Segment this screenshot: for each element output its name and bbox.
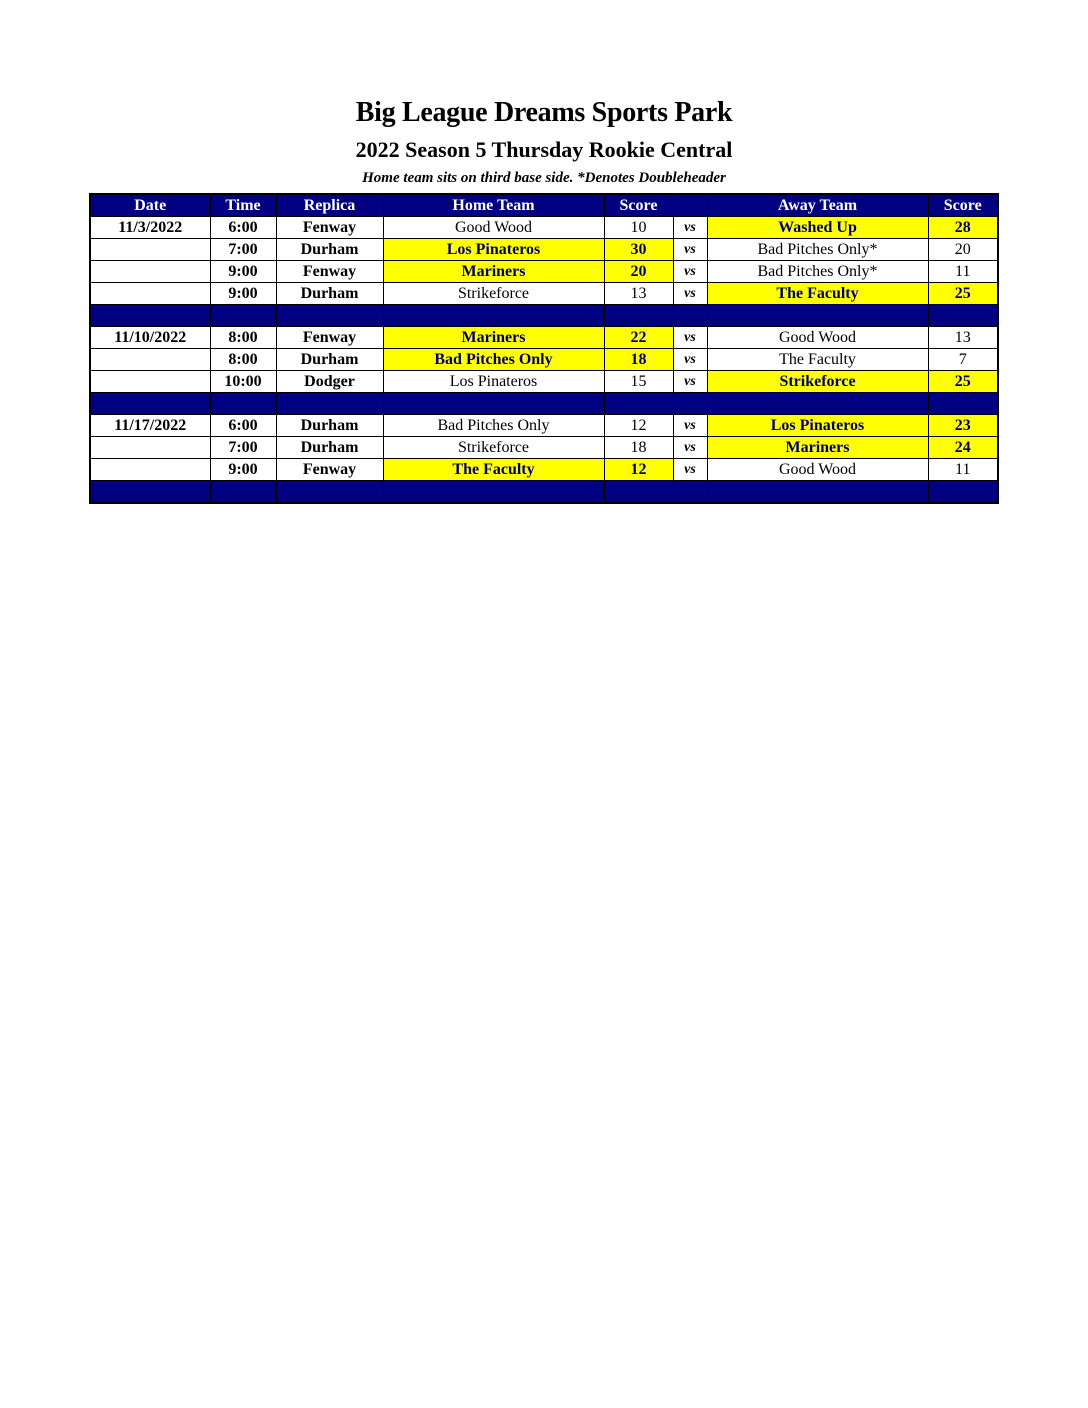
separator-row <box>90 305 998 327</box>
date-cell <box>90 283 210 305</box>
col-header-away-team: Away Team <box>707 194 928 217</box>
away-score-cell: 25 <box>928 371 998 393</box>
date-cell <box>90 437 210 459</box>
replica-cell: Durham <box>276 239 383 261</box>
away-team-cell: Good Wood <box>707 327 928 349</box>
date-cell: 11/17/2022 <box>90 415 210 437</box>
col-header-time: Time <box>210 194 276 217</box>
table-row <box>90 217 998 239</box>
home-score-cell: 10 <box>604 217 673 239</box>
separator-cell <box>604 481 673 504</box>
separator-cell <box>210 393 276 415</box>
table-row <box>90 459 998 481</box>
time-cell: 7:00 <box>210 437 276 459</box>
replica-cell: Fenway <box>276 217 383 239</box>
vs-cell: vs <box>673 283 707 305</box>
home-score-cell: 12 <box>604 415 673 437</box>
away-team-cell: The Faculty <box>707 283 928 305</box>
away-team-cell: Strikeforce <box>707 371 928 393</box>
separator-cell <box>90 393 210 415</box>
separator-cell <box>604 393 673 415</box>
table-row <box>90 371 998 393</box>
replica-cell: Durham <box>276 437 383 459</box>
header-row <box>90 194 998 217</box>
time-cell: 9:00 <box>210 283 276 305</box>
date-cell <box>90 349 210 371</box>
time-cell: 7:00 <box>210 239 276 261</box>
separator-cell <box>276 481 383 504</box>
vs-cell: vs <box>673 239 707 261</box>
away-team-cell: Mariners <box>707 437 928 459</box>
away-score-cell: 13 <box>928 327 998 349</box>
home-team-cell: The Faculty <box>383 459 604 481</box>
away-score-cell: 24 <box>928 437 998 459</box>
away-score-cell: 11 <box>928 459 998 481</box>
schedule-body <box>90 217 998 504</box>
time-cell: 9:00 <box>210 261 276 283</box>
time-cell: 8:00 <box>210 349 276 371</box>
table-row <box>90 327 998 349</box>
time-cell: 6:00 <box>210 415 276 437</box>
time-cell: 10:00 <box>210 371 276 393</box>
away-team-cell: The Faculty <box>707 349 928 371</box>
date-cell: 11/3/2022 <box>90 217 210 239</box>
vs-cell: vs <box>673 437 707 459</box>
date-cell <box>90 261 210 283</box>
time-cell: 6:00 <box>210 217 276 239</box>
separator-cell <box>210 481 276 504</box>
separator-cell <box>604 305 673 327</box>
home-team-cell: Strikeforce <box>383 437 604 459</box>
home-team-cell: Good Wood <box>383 217 604 239</box>
replica-cell: Fenway <box>276 327 383 349</box>
vs-cell: vs <box>673 217 707 239</box>
table-row <box>90 349 998 371</box>
home-team-cell: Los Pinateros <box>383 371 604 393</box>
home-score-cell: 18 <box>604 349 673 371</box>
schedule-note: Home team sits on third base side. *Denotes Doubleheader <box>362 170 726 186</box>
table-row <box>90 239 998 261</box>
home-score-cell: 18 <box>604 437 673 459</box>
replica-cell: Fenway <box>276 459 383 481</box>
separator-row <box>90 393 998 415</box>
col-header-home-score: Score <box>604 194 673 217</box>
table-row <box>90 415 998 437</box>
date-cell: 11/10/2022 <box>90 327 210 349</box>
col-header-date: Date <box>90 194 210 217</box>
separator-cell <box>276 393 383 415</box>
vs-cell: vs <box>673 459 707 481</box>
vs-cell: vs <box>673 349 707 371</box>
separator-cell <box>383 393 604 415</box>
home-score-cell: 30 <box>604 239 673 261</box>
separator-cell <box>673 393 707 415</box>
separator-cell <box>383 305 604 327</box>
home-team-cell: Bad Pitches Only <box>383 349 604 371</box>
away-score-cell: 25 <box>928 283 998 305</box>
replica-cell: Durham <box>276 283 383 305</box>
col-header-home-team: Home Team <box>383 194 604 217</box>
table-row <box>90 283 998 305</box>
separator-row <box>90 481 998 504</box>
separator-cell <box>673 305 707 327</box>
replica-cell: Dodger <box>276 371 383 393</box>
away-score-cell: 28 <box>928 217 998 239</box>
home-team-cell: Mariners <box>383 261 604 283</box>
vs-cell: vs <box>673 261 707 283</box>
home-score-cell: 12 <box>604 459 673 481</box>
replica-cell: Durham <box>276 349 383 371</box>
away-team-cell: Good Wood <box>707 459 928 481</box>
vs-cell: vs <box>673 415 707 437</box>
away-team-cell: Bad Pitches Only* <box>707 261 928 283</box>
page-subtitle: 2022 Season 5 Thursday Rookie Central <box>355 137 733 162</box>
date-cell <box>90 371 210 393</box>
away-team-cell: Bad Pitches Only* <box>707 239 928 261</box>
time-cell: 9:00 <box>210 459 276 481</box>
replica-cell: Durham <box>276 415 383 437</box>
separator-cell <box>707 393 928 415</box>
home-score-cell: 22 <box>604 327 673 349</box>
separator-cell <box>276 305 383 327</box>
away-score-cell: 7 <box>928 349 998 371</box>
separator-cell <box>928 305 998 327</box>
separator-cell <box>90 305 210 327</box>
table-row <box>90 261 998 283</box>
col-header-vs <box>673 194 707 217</box>
date-cell <box>90 239 210 261</box>
away-score-cell: 20 <box>928 239 998 261</box>
col-header-replica: Replica <box>276 194 383 217</box>
vs-cell: vs <box>673 371 707 393</box>
home-team-cell: Los Pinateros <box>383 239 604 261</box>
away-team-cell: Los Pinateros <box>707 415 928 437</box>
home-team-cell: Bad Pitches Only <box>383 415 604 437</box>
vs-cell: vs <box>673 327 707 349</box>
home-score-cell: 13 <box>604 283 673 305</box>
separator-cell <box>210 305 276 327</box>
page-title: Big League Dreams Sports Park <box>355 97 733 128</box>
separator-cell <box>90 481 210 504</box>
separator-cell <box>707 481 928 504</box>
home-score-cell: 20 <box>604 261 673 283</box>
separator-cell <box>928 393 998 415</box>
away-score-cell: 23 <box>928 415 998 437</box>
schedule-table <box>89 193 999 504</box>
separator-cell <box>928 481 998 504</box>
away-score-cell: 11 <box>928 261 998 283</box>
separator-cell <box>383 481 604 504</box>
table-row <box>90 437 998 459</box>
separator-cell <box>673 481 707 504</box>
time-cell: 8:00 <box>210 327 276 349</box>
replica-cell: Fenway <box>276 261 383 283</box>
away-team-cell: Washed Up <box>707 217 928 239</box>
home-score-cell: 15 <box>604 371 673 393</box>
date-cell <box>90 459 210 481</box>
separator-cell <box>707 305 928 327</box>
home-team-cell: Mariners <box>383 327 604 349</box>
home-team-cell: Strikeforce <box>383 283 604 305</box>
col-header-away-score: Score <box>928 194 998 217</box>
